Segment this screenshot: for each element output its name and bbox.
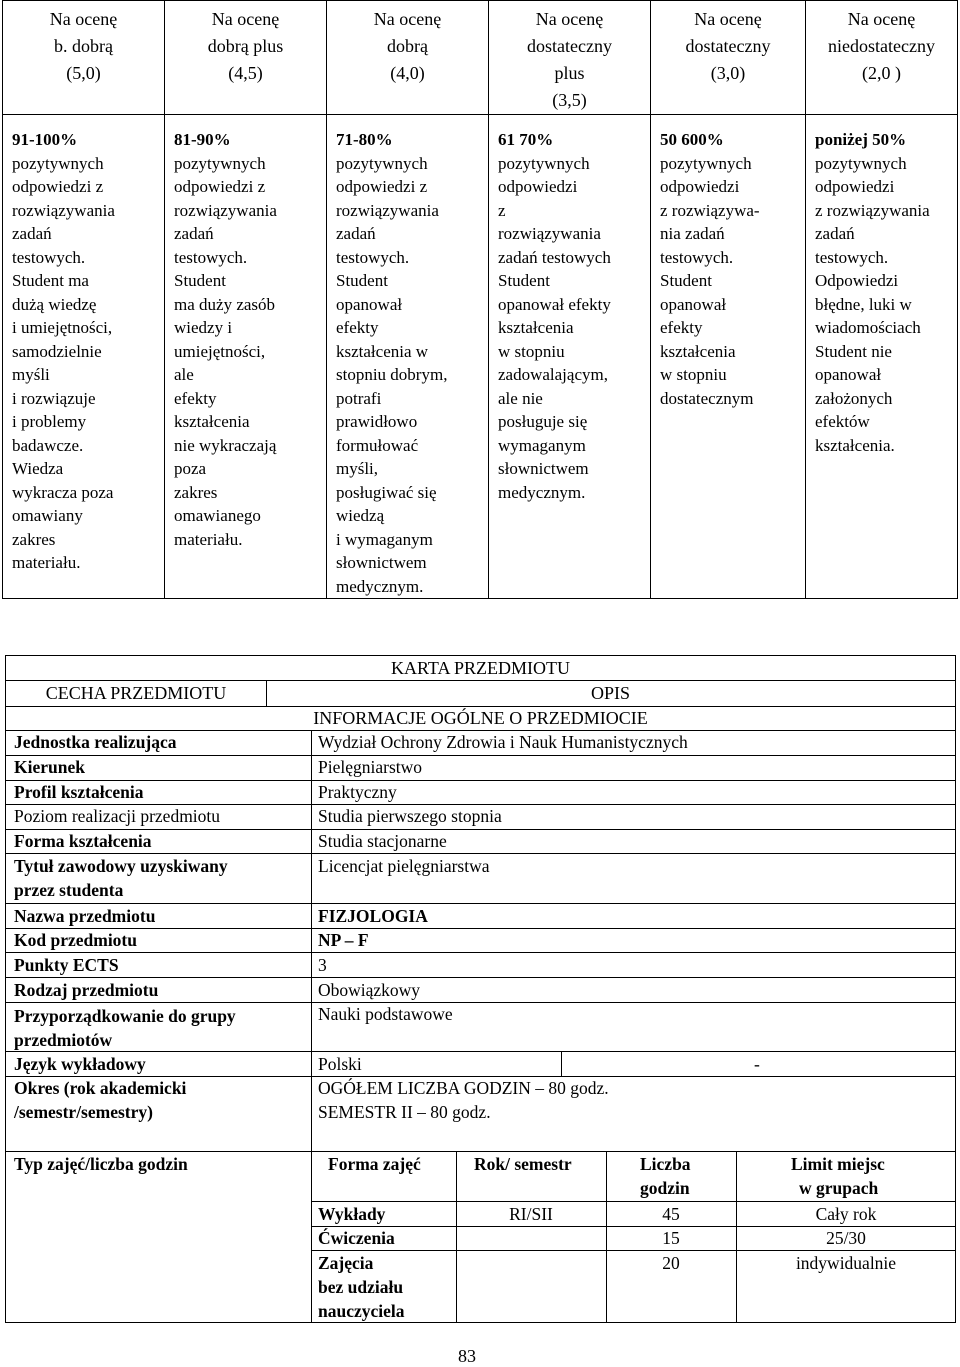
grade-head-line: (4,0): [390, 63, 425, 83]
row-value: FIZJOLOGIA: [318, 906, 428, 926]
grade-desc-4-5: [165, 115, 327, 599]
grade-desc-line: wykracza poza: [12, 482, 114, 502]
grade-desc-line: rozwiązywania: [336, 200, 439, 220]
grade-head-2: [806, 1, 958, 115]
grade-desc-line: formułować: [336, 435, 419, 455]
row-divider: [6, 952, 955, 953]
classes-liczba: 15: [662, 1228, 680, 1248]
grade-desc-line: zakres: [12, 529, 56, 549]
row-label: Rodzaj przedmiotu: [14, 980, 159, 1000]
grade-percent: 61 70%: [498, 130, 554, 149]
grade-desc-line: opanował: [336, 294, 403, 314]
row-value: Pielęgniarstwo: [318, 757, 423, 777]
grade-desc-line: prawidłowo: [336, 412, 418, 431]
grade-desc-text: [327, 115, 488, 598]
row-divider: [6, 928, 955, 929]
grade-desc-line: pozytywnych: [336, 153, 428, 173]
grade-desc-line: rozwiązywania: [498, 224, 601, 243]
row-label: Profil kształcenia: [14, 782, 144, 802]
classes-limit: indywidualnie: [795, 1253, 897, 1273]
grade-desc-line: potrafi: [336, 388, 382, 408]
grade-desc-line: pozytywnych: [174, 153, 266, 173]
grade-head-line: (3,5): [552, 90, 587, 110]
grade-percent: poniżej 50%: [815, 130, 907, 149]
grade-desc-line: omawianego: [174, 506, 261, 525]
grade-desc-line: umiejętności,: [174, 341, 266, 361]
page-number: 83: [458, 1346, 476, 1366]
row-label: Jednostka realizująca: [14, 732, 177, 752]
classes-rok: RI/SII: [509, 1204, 553, 1224]
grade-desc-line: zadań testowych: [498, 247, 611, 267]
classes-liczba: 45: [662, 1204, 680, 1224]
grade-percent: 50 600%: [660, 130, 724, 149]
grade-desc-line: Student: [336, 271, 388, 290]
grade-desc-line: myśli,: [336, 459, 379, 478]
grade-desc-line: zadań: [815, 224, 855, 243]
grade-desc-line: myśli: [12, 365, 50, 384]
col-divider: [456, 1151, 457, 1323]
grade-percent: 81-90%: [174, 130, 231, 149]
grade-desc-line: rozwiązywania: [174, 200, 277, 220]
grade-desc-line: stopniu dobrym,: [336, 365, 448, 384]
grade-desc-line: pozytywnych: [660, 153, 752, 173]
grading-header-row: [3, 1, 958, 115]
grade-desc-line: ale: [174, 365, 194, 384]
row-value: Wydział Ochrony Zdrowia i Nauk Humanistycznych: [318, 732, 688, 752]
grade-desc-line: pozytywnych: [12, 153, 104, 173]
grade-desc-line: wiedzą: [336, 506, 385, 525]
grade-desc-line: słownictwem: [498, 459, 589, 478]
row-label: Tytuł zawodowy uzyskiwany: [14, 856, 228, 876]
grade-desc-line: zadań: [336, 224, 376, 243]
grade-desc-text: [651, 115, 805, 410]
grade-desc-line: medycznym.: [498, 482, 586, 502]
col-divider: [311, 1151, 312, 1323]
grade-desc-line: z rozwiązywa-: [660, 200, 760, 220]
grade-desc-line: odpowiedzi z: [174, 177, 266, 196]
grade-head-line: Na ocenę: [49, 9, 118, 29]
row-value: Studia pierwszego stopnia: [318, 806, 502, 826]
classes-col-limit: w grupach: [799, 1178, 879, 1198]
classes-forma: Wykłady: [318, 1204, 386, 1224]
section-title: INFORMACJE OGÓLNE O PRZEDMIOCIE: [313, 708, 648, 728]
grade-desc-line: testowych.: [174, 247, 248, 267]
grade-head-line: Na ocenę: [847, 9, 916, 29]
grade-desc-line: błędne, luki w: [815, 294, 912, 314]
classes-forma: Zajęcia: [318, 1253, 374, 1273]
grade-desc-line: nia zadań: [660, 224, 725, 243]
grade-desc-line: odpowiedzi: [498, 177, 578, 196]
grade-head-line: Na ocenę: [373, 9, 442, 29]
grade-head-3: [651, 1, 806, 115]
grade-desc-text: [806, 115, 957, 457]
row-value: Nauki podstawowe: [318, 1004, 453, 1024]
grade-desc-line: testowych.: [336, 247, 410, 267]
grade-desc-line: z rozwiązywania: [815, 200, 930, 220]
classes-forma: nauczyciela: [318, 1301, 405, 1321]
grade-desc-line: i umiejętności,: [12, 318, 113, 337]
row-label: Język wykładowy: [14, 1054, 146, 1074]
row-label: Punkty ECTS: [14, 955, 119, 975]
grade-desc-line: opanował: [660, 294, 727, 314]
grade-desc-line: kształcenia: [174, 412, 250, 431]
grade-desc-line: kształcenia: [660, 341, 736, 361]
grade-desc-line: opanował: [815, 365, 882, 384]
grade-desc-line: Wiedza: [12, 459, 64, 478]
row-label: Forma kształcenia: [14, 831, 152, 851]
column-header-opis: OPIS: [590, 683, 630, 703]
grade-desc-3-5: [489, 115, 651, 599]
grade-head-line: plus: [554, 63, 585, 83]
grade-desc-line: z: [498, 200, 506, 220]
row-value: Polski: [318, 1054, 362, 1074]
grade-desc-line: rozwiązywania: [12, 200, 115, 220]
grade-desc-text: [3, 115, 164, 575]
grade-desc-line: odpowiedzi z: [12, 177, 104, 196]
grade-head-line: dostateczny: [685, 36, 771, 56]
grade-desc-line: dostatecznym: [660, 388, 754, 408]
card-title: KARTA PRZEDMIOTU: [391, 658, 570, 678]
grade-head-line: dobrą: [387, 36, 428, 56]
col-divider: [561, 1051, 562, 1076]
grade-desc-line: efekty: [336, 318, 379, 337]
grade-head-line: b. dobrą: [54, 36, 113, 56]
row-label: przez studenta: [14, 880, 124, 900]
grade-desc-line: testowych.: [12, 247, 86, 267]
grade-head-line: (4,5): [228, 63, 263, 83]
grade-desc-line: zadań: [12, 224, 52, 243]
grade-desc-line: założonych: [815, 388, 893, 408]
grade-head-line: niedostateczny: [828, 36, 935, 56]
col-divider: [311, 1076, 312, 1151]
grade-desc-line: Student: [660, 271, 712, 290]
row-value: Licencjat pielęgniarstwa: [318, 856, 490, 876]
row-label: Poziom realizacji przedmiotu: [14, 806, 221, 826]
row-divider: [6, 1051, 955, 1052]
grade-desc-line: badawcze.: [12, 435, 84, 455]
grade-desc-line: zadowalającym,: [498, 365, 608, 384]
grade-head-line: (5,0): [66, 63, 101, 83]
row-value: OGÓŁEM LICZBA GODZIN – 80 godz.: [318, 1078, 609, 1098]
classes-col-forma: Forma zajęć: [328, 1154, 421, 1174]
grade-desc-line: wiadomościach: [815, 318, 921, 337]
grade-desc-2: [806, 115, 958, 599]
grade-desc-line: posługuje się: [498, 412, 588, 431]
grade-percent: 91-100%: [12, 130, 78, 149]
grade-desc-line: kształcenia w: [336, 341, 429, 361]
grade-head-line: dobrą plus: [207, 36, 284, 56]
grade-desc-3: [651, 115, 806, 599]
grade-desc-line: wymaganym: [498, 435, 586, 455]
grading-body-row: [3, 115, 958, 599]
grade-desc-line: wiedzy i: [174, 318, 233, 337]
grade-desc-line: zadań: [174, 224, 214, 243]
col-divider: [311, 730, 312, 1076]
grade-head-4: [327, 1, 489, 115]
row-divider: [6, 780, 955, 781]
grade-desc-line: posługiwać się: [336, 482, 437, 502]
row-label: Przyporządkowanie do grupy: [14, 1006, 236, 1026]
course-card: [5, 655, 956, 1323]
column-header-cecha: CECHA PRZEDMIOTU: [45, 683, 227, 703]
grade-desc-line: słownictwem: [336, 553, 427, 572]
grade-desc-line: w stopniu: [660, 365, 727, 384]
grade-desc-line: kształcenia.: [815, 435, 895, 455]
classes-col-liczba: godzin: [640, 1178, 690, 1198]
grade-desc-text: [165, 115, 326, 551]
row-value: Studia stacjonarne: [318, 831, 447, 851]
grade-head-3-5: [489, 1, 651, 115]
grade-desc-line: i rozwiązuje: [12, 388, 96, 408]
grade-desc-line: kształcenia: [498, 318, 574, 337]
grade-desc-line: efekty: [174, 388, 217, 408]
grade-desc-line: pozytywnych: [498, 153, 590, 173]
grade-desc-line: Student: [174, 271, 226, 290]
grade-desc-line: i problemy: [12, 412, 87, 431]
row-label: Okres (rok akademicki: [14, 1078, 187, 1098]
row-extra-value: -: [754, 1054, 760, 1074]
grade-desc-line: zakres: [174, 482, 218, 502]
grade-desc-line: poza: [174, 459, 207, 478]
grade-head-line: (3,0): [710, 63, 746, 83]
grade-desc-line: omawiany: [12, 506, 83, 525]
row-label: /semestr/semestry): [14, 1102, 153, 1122]
grading-table: [2, 0, 958, 599]
row-value: Obowiązkowy: [318, 980, 421, 1000]
grade-head-line: (2,0 ): [862, 63, 901, 83]
grade-desc-5: [3, 115, 165, 599]
row-value: 3: [318, 955, 327, 975]
grade-head-line: dostateczny: [527, 36, 612, 56]
grade-head-line: Na ocenę: [535, 9, 604, 29]
grade-desc-line: dużą wiedzę: [12, 294, 97, 314]
grade-head-4-5: [165, 1, 327, 115]
classes-limit: 25/30: [826, 1228, 866, 1248]
classes-limit: Cały rok: [815, 1204, 877, 1224]
grade-desc-line: testowych.: [815, 247, 889, 267]
grade-head-line: Na ocenę: [211, 9, 280, 29]
grade-desc-line: materiału.: [174, 529, 243, 549]
classes-forma: bez udziału: [318, 1277, 404, 1297]
grade-desc-line: w stopniu: [498, 341, 565, 361]
row-label: Nazwa przedmiotu: [14, 906, 156, 926]
grade-desc-line: pozytywnych: [815, 153, 907, 173]
grade-desc-line: samodzielnie: [12, 341, 102, 361]
grade-desc-line: ale nie: [498, 388, 543, 408]
classes-col-limit: Limit miejsc: [791, 1154, 885, 1174]
classes-col-rok: Rok/ semestr: [474, 1154, 572, 1174]
grade-desc-line: efektów: [815, 412, 870, 431]
grade-desc-line: Student ma: [12, 271, 89, 290]
grade-desc-line: ma duży zasób: [174, 294, 276, 314]
grade-desc-line: i wymaganym: [336, 529, 433, 549]
row-value: SEMESTR II – 80 godz.: [318, 1102, 491, 1122]
grade-desc-line: Odpowiedzi: [815, 271, 899, 290]
grade-desc-4: [327, 115, 489, 599]
grade-percent: 71-80%: [336, 130, 393, 149]
classes-forma: Ćwiczenia: [318, 1228, 395, 1248]
row-label: Kierunek: [14, 757, 85, 777]
grade-desc-line: medycznym.: [336, 576, 424, 596]
classes-label: Typ zajęć/liczba godzin: [14, 1154, 188, 1174]
grade-desc-line: efekty: [660, 318, 703, 337]
grade-desc-text: [489, 115, 650, 504]
grade-desc-line: Student: [498, 271, 550, 290]
grade-head-5: [3, 1, 165, 115]
grade-desc-line: Student nie: [815, 341, 892, 361]
grade-desc-line: opanował efekty: [498, 294, 611, 314]
classes-liczba: 20: [662, 1253, 680, 1273]
row-label: Kod przedmiotu: [14, 930, 137, 950]
grade-desc-line: odpowiedzi: [660, 177, 740, 196]
row-divider: [6, 755, 955, 756]
grade-desc-line: materiału.: [12, 553, 81, 572]
grade-desc-line: odpowiedzi z: [336, 177, 428, 196]
grade-head-line: Na ocenę: [694, 9, 762, 29]
row-value: Praktyczny: [318, 782, 397, 802]
row-value: NP – F: [318, 930, 369, 950]
grade-desc-line: nie wykraczają: [174, 435, 277, 455]
grade-desc-line: testowych.: [660, 247, 734, 267]
grade-desc-line: odpowiedzi: [815, 177, 895, 196]
row-label: przedmiotów: [14, 1030, 113, 1050]
classes-col-liczba: Liczba: [640, 1154, 691, 1174]
row-divider: [6, 1002, 955, 1003]
